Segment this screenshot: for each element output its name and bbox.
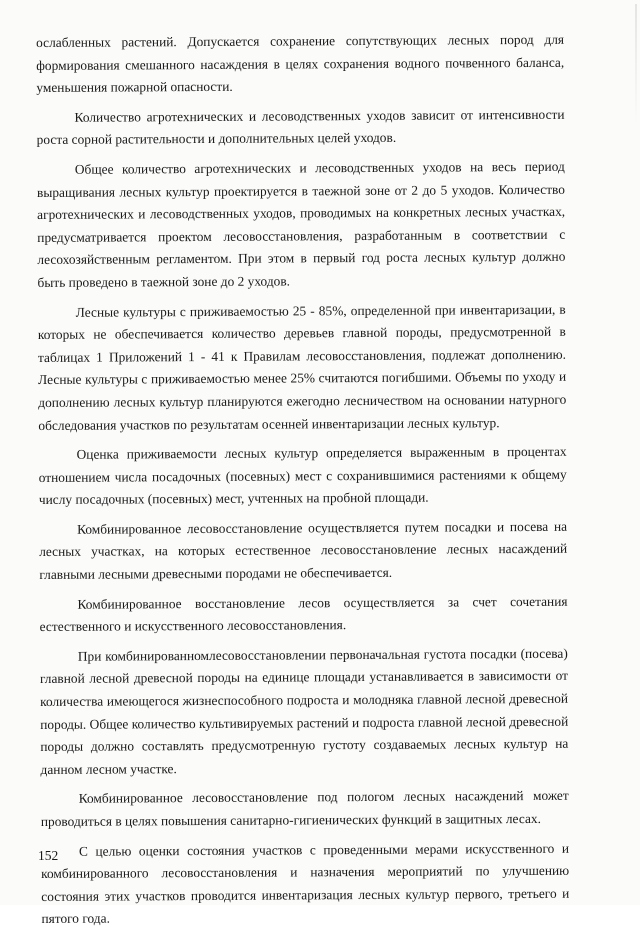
paragraph: Лесные культуры с приживаемостью 25 - 85%, определенной при инвентаризации, в которых не обеспечивается количество деревьев главной породы, предусмотренной в таблицах 1 Приложений 1 - 41 к Правилам лесовосстановления, подлежат дополнению. Лесные культуры с приживаемостью менее 25% считаются погибшими. Объемы по уходу и дополнению лесных культур планируются ежегодно лесничеством на основании натурного обследования участков по результатам осенней инвентаризации лесных культур.: [37, 301, 567, 433]
body-text: [36, 29, 570, 938]
page-number: 152: [38, 848, 59, 863]
paragraph: Комбинированное восстановление лесов осуществляется за счет сочетания естественного и искусственного лесовосстановления.: [39, 593, 568, 635]
paragraph: С целью оценки состояния участков с проведенными мерами искусственного и комбинированного лесовосстановления и назначения мероприятий по улучшению состояния этих участков проводится инвентаризация лесных культур первого, третьего и пятого года.: [41, 840, 570, 927]
page-edge-shadow: [635, 4, 637, 124]
paragraph: Комбинированное лесовосстановление под пологом лесных насаждений может проводиться в целях повышения санитарно-гигиенических функций в защитных лесах.: [40, 788, 569, 829]
paragraph: Комбинированное лесовосстановление осуществляется путем посадки и посева на лесных участках, на которых естественное лесовосстановление лесных насаждений главными лесными древесными породами не обеспечивается.: [39, 518, 568, 583]
paragraph-continued: ослабленных растений. Допускается сохранение сопутствующих лесных пород для формирования смешанного насаждения в целях сохранения водного почвенного баланса, уменьшения пожарной опасности.: [36, 31, 565, 96]
paragraph: При комбинированномлесовосстановлении первоначальная густота посадки (посева) главной лесной древесной породы на единице площади устанавливается в зависимости от количества имеющегося жизнеспособного подроста и молодняка главной лесной древесной породы. Общее количество культивируемых растений и подроста главной лесной древесной породы должно составлять предусмотренную густоту создаваемых лесных культур на данном лесном участке.: [39, 645, 569, 777]
paragraph: Количество агротехнических и лесоводственных уходов зависит от интенсивности роста сорной растительности и дополнительных целей уходов.: [36, 106, 565, 148]
paragraph: Общее количество агротехнических и лесоводственных уходов на весь период выращивания лесных культур проектируется в таежной зоне от 2 до 5 уходов. Количество агротехнических и лесоводственных уходов, проводимых на конкретных лесных участках, предусматривается проектом лесовосстановления, разработанным в соответствии с лесохозяйственным регламентом. При этом в первый год роста лесных культур должно быть проведено в таежной зоне до 2 уходов.: [36, 158, 566, 290]
paragraph: Оценка приживаемости лесных культур определяется выраженным в процентах отношением числа посадочных (посевных) мест с сохранившимися растениями к общему числу посадочных (посевных) мест, учтенных на пробной площади.: [38, 443, 567, 508]
